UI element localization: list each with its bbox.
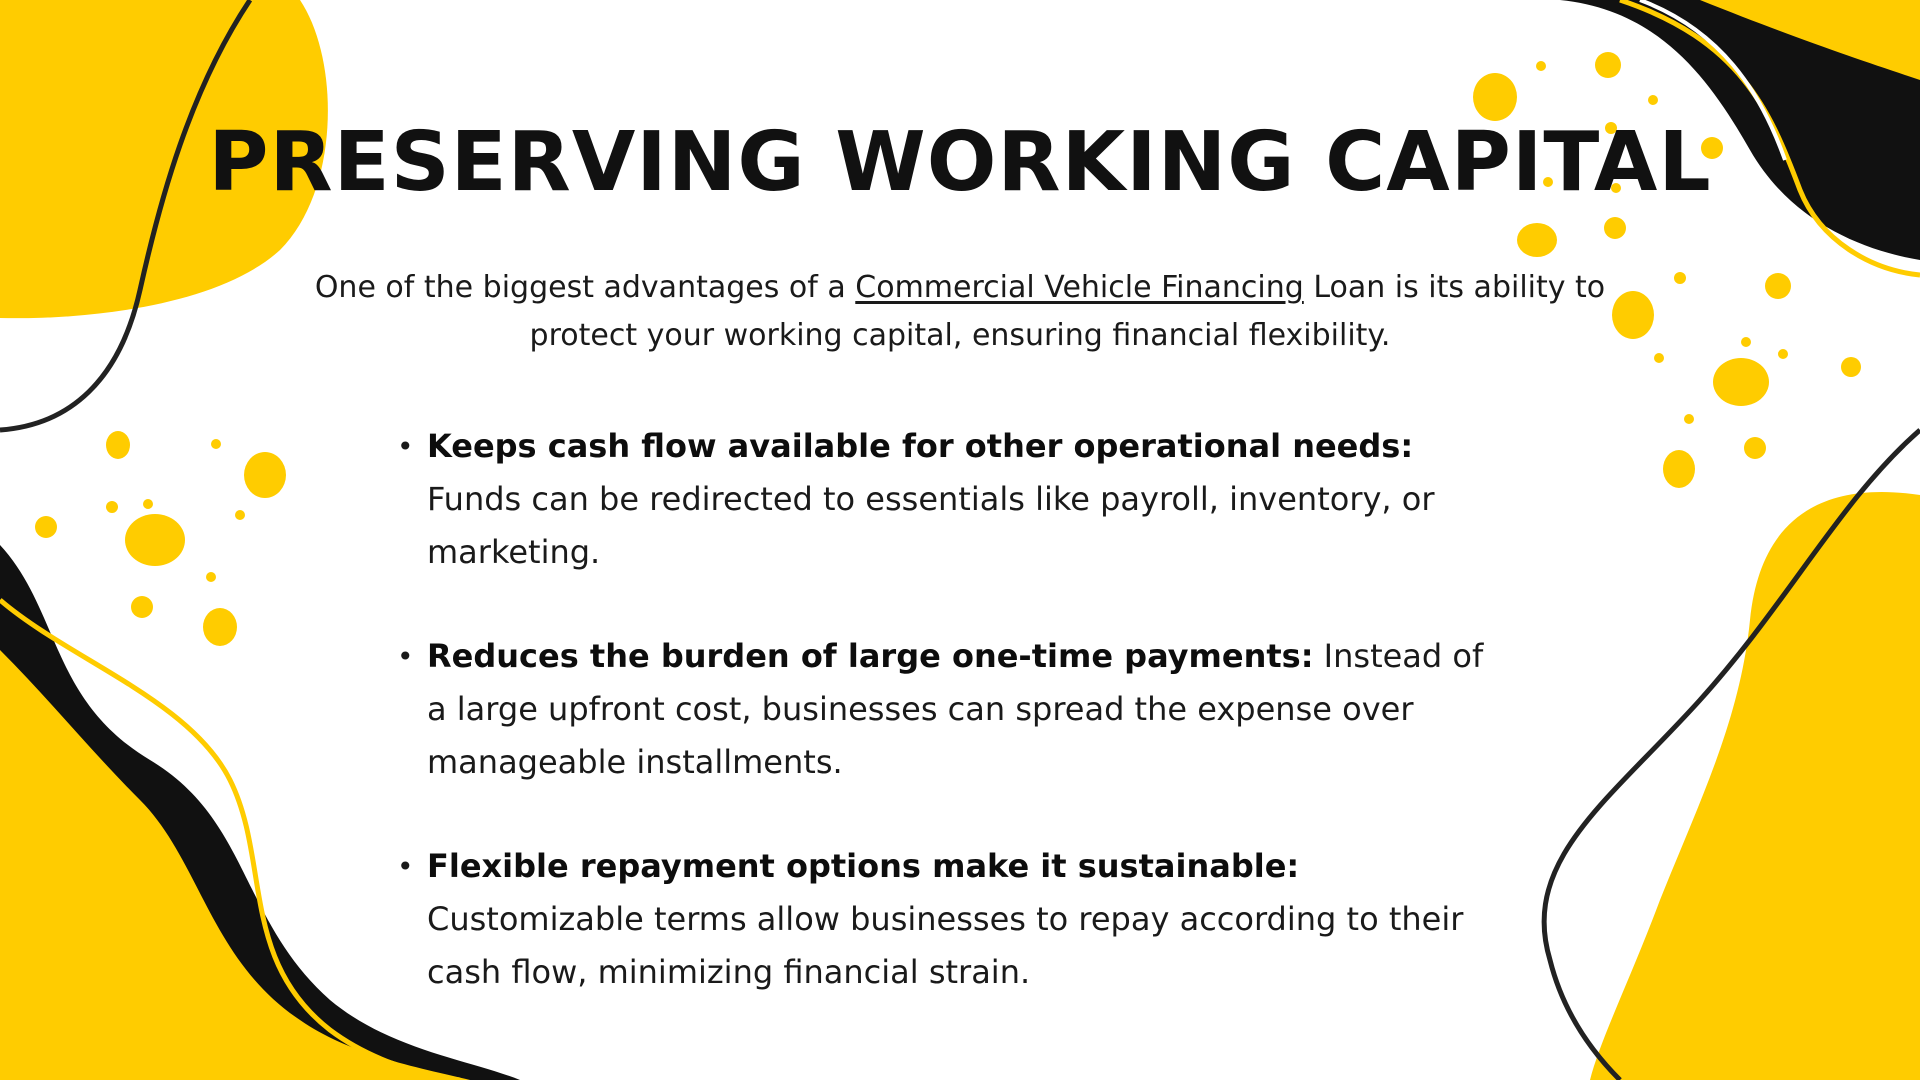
benefits-list [395,420,1495,1050]
bullet-icon: • [397,640,414,673]
left-dot-cluster [35,431,286,646]
list-item [395,840,1495,999]
bullet-description: Instead of a large upfront cost, businesses can spread the expense over manageable installments. [427,637,1484,781]
bullet-description: Customizable terms allow businesses to repay according to their cash flow, minimizing financial strain. [427,900,1464,991]
bullet-heading: Flexible repayment options make it sustainable: [427,847,1300,885]
bullet-description: Funds can be redirected to essentials like payroll, inventory, or marketing. [427,480,1435,571]
bullet-heading: Reduces the burden of large one-time payments: [427,637,1314,675]
list-item [395,420,1495,579]
bullet-icon: • [397,850,414,883]
right-yellow-blob [1590,492,1920,1080]
bullet-heading: Keeps cash flow available for other operational needs: [427,427,1414,465]
bullet-icon: • [397,430,414,463]
intro-paragraph [280,264,1640,360]
intro-text-end: Loan is its ability to protect your working capital, ensuring financial flexibility. [529,270,1606,353]
page-title: PRESERVING WORKING CAPITAL [208,115,1712,210]
intro-text-start: One of the biggest advantages of a [314,270,856,305]
commercial-vehicle-financing-link[interactable]: Commercial Vehicle Financing [855,270,1304,305]
list-item [395,630,1495,789]
